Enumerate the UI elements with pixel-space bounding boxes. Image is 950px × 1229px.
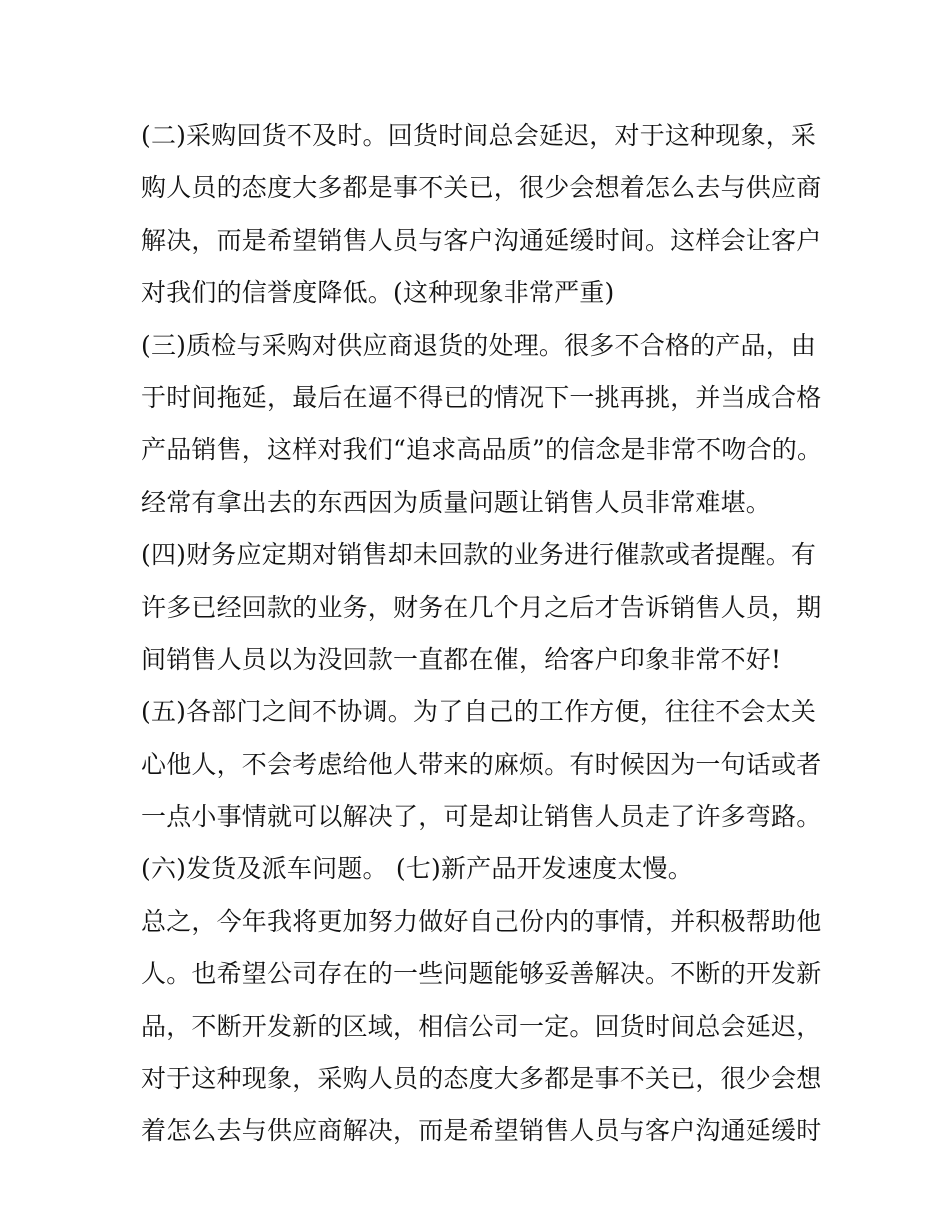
text-line: 对我们的信誉度降低。(这种现象非常严重) — [141, 278, 615, 308]
text-line: 于时间拖延，最后在逼不得已的情况下一挑再挑，并当成合格 — [141, 382, 822, 412]
text-line: 品，不断开发新的区域，相信公司一定。回货时间总会延迟， — [141, 1011, 822, 1041]
text-line: 购人员的态度大多都是事不关已，很少会想着怎么去与供应商 — [141, 173, 822, 203]
text-line: 人。也希望公司存在的一些问题能够妥善解决。不断的开发新 — [141, 959, 822, 989]
text-line: 一点小事情就可以解决了，可是却让销售人员走了许多弯路。 — [141, 802, 822, 832]
text-line: 解决，而是希望销售人员与客户沟通延缓时间。这样会让客户 — [141, 225, 822, 255]
text-line: 心他人，不会考虑给他人带来的麻烦。有时候因为一句话或者 — [141, 749, 822, 779]
document-body — [141, 110, 821, 1158]
text-line: 经常有拿出去的东西因为质量问题让销售人员非常难堪。 — [141, 487, 772, 517]
text-line: (四)财务应定期对销售却未回款的业务进行催款或者提醒。有 — [141, 540, 817, 570]
text-line: 总之，今年我将更加努力做好自己份内的事情，并积极帮助他 — [141, 906, 822, 936]
text-line: (三)质检与采购对供应商退货的处理。很多不合格的产品，由 — [141, 330, 817, 360]
text-line: (二)采购回货不及时。回货时间总会延迟，对于这种现象，采 — [141, 121, 817, 150]
text-line: 对于这种现象，采购人员的态度大多都是事不关已，很少会想 — [141, 1064, 822, 1094]
text-line: 产品销售，这样对我们“追求高品质”的信念是非常不吻合的。 — [141, 435, 823, 465]
text-line: 着怎么去与供应商解决，而是希望销售人员与客户沟通延缓时 — [141, 1116, 822, 1146]
text-line: 间销售人员以为没回款一直都在催，给客户印象非常不好! — [141, 644, 782, 674]
text-line: (六)发货及派车问题。 (七)新产品开发速度太慢。 — [141, 854, 693, 884]
text-line: (五)各部门之间不协调。为了自己的工作方便，往往不会太关 — [141, 697, 817, 727]
text-line: 许多已经回款的业务，财务在几个月之后才告诉销售人员，期 — [141, 592, 822, 622]
